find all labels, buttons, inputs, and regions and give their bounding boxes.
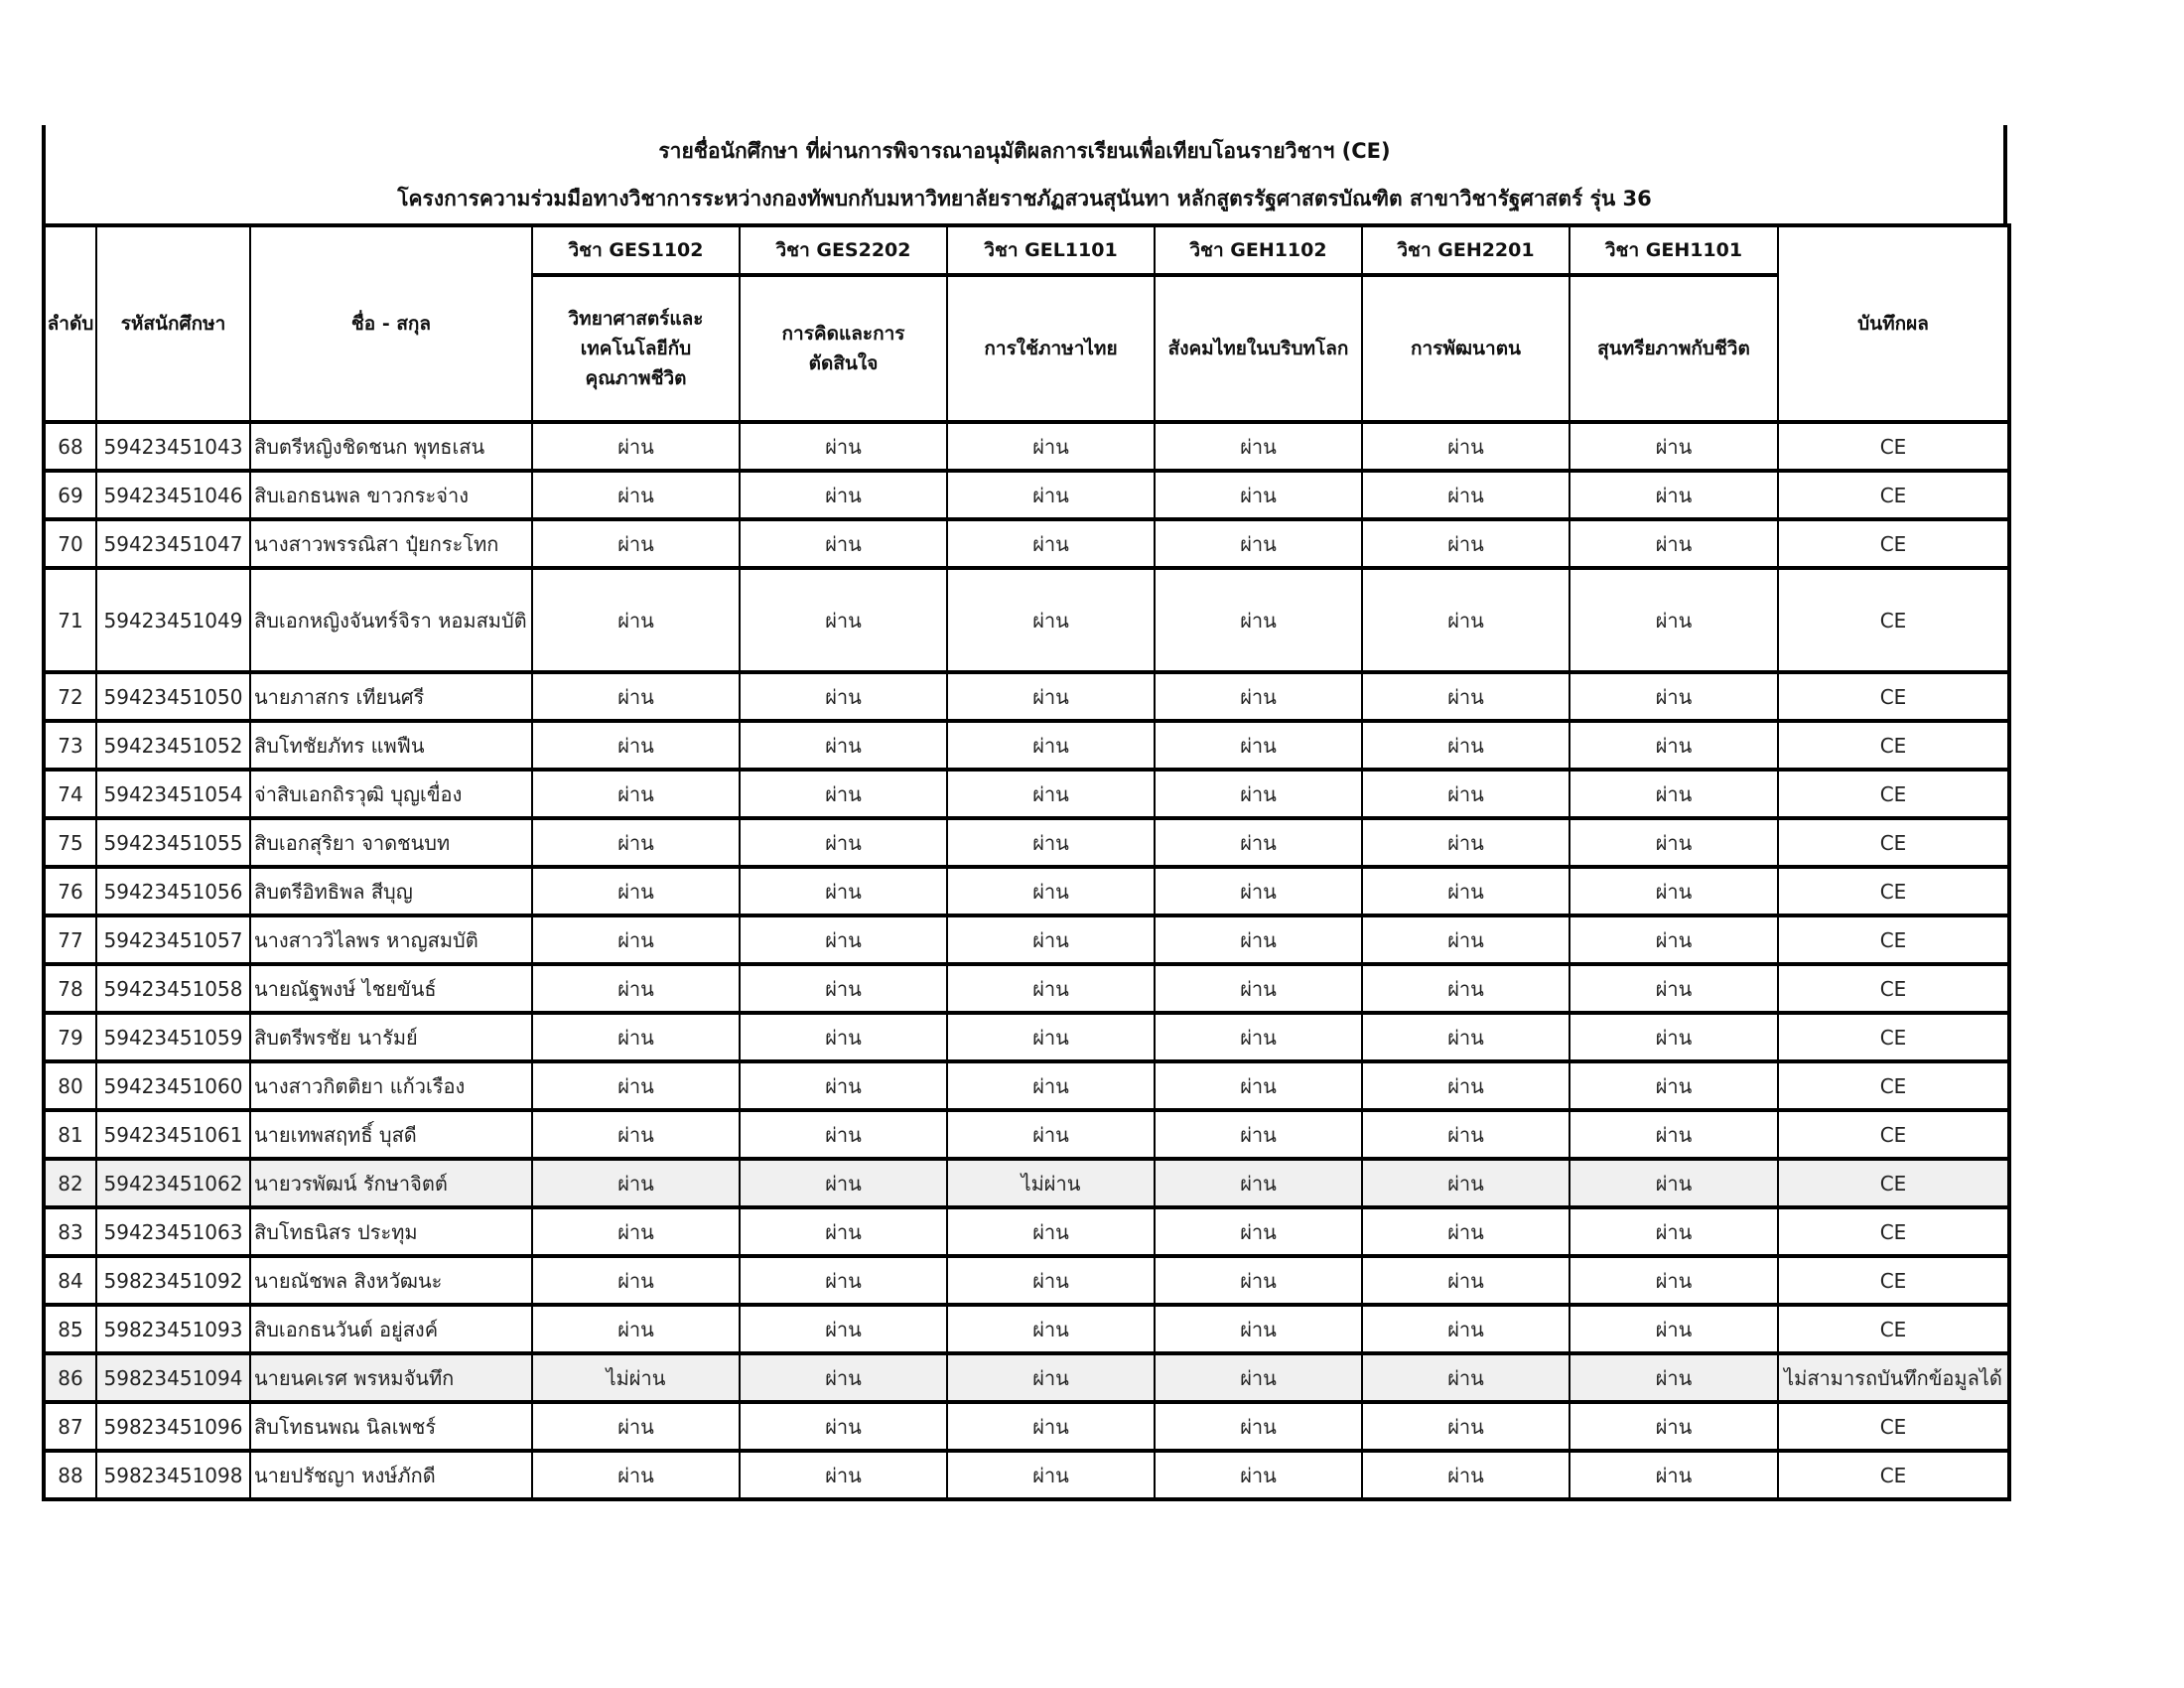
student-name: สิบโทธนิสร ประทุม: [250, 1207, 532, 1256]
student-id: 59423451062: [96, 1159, 250, 1207]
row-number: 76: [44, 867, 96, 915]
grade-cell: ผ่าน: [740, 818, 947, 867]
grade-cell: ผ่าน: [1155, 568, 1362, 672]
header-no: ลำดับ: [44, 225, 96, 422]
header-course-code: วิชา GES1102: [532, 225, 740, 275]
table-row: [44, 1110, 2009, 1159]
student-name: สิบเอกสุริยา จาดชนบท: [250, 818, 532, 867]
student-name: สิบเอกธนวันต์ อยู่สงค์: [250, 1305, 532, 1353]
grade-cell: ผ่าน: [1570, 721, 1778, 770]
table-row: [44, 1353, 2009, 1402]
table-row: [44, 915, 2009, 964]
table-row: [44, 519, 2009, 568]
grade-cell: ผ่าน: [1362, 1207, 1570, 1256]
grade-cell: ผ่าน: [532, 422, 740, 471]
student-id: 59823451092: [96, 1256, 250, 1305]
student-name: สิบโทธนพณ นิลเพชร์: [250, 1402, 532, 1451]
document-title: รายชื่อนักศึกษา ที่ผ่านการพิจารณาอนุมัติผลการเรียนเพื่อเทียบโอนรายวิชาฯ (CE): [658, 139, 1391, 163]
table-row: [44, 721, 2009, 770]
table-row: [44, 1013, 2009, 1061]
row-number: 86: [44, 1353, 96, 1402]
grade-cell: ผ่าน: [532, 1110, 740, 1159]
grade-cell: ผ่าน: [1362, 964, 1570, 1013]
result-cell: CE: [1778, 721, 2009, 770]
grade-cell: ผ่าน: [947, 519, 1155, 568]
grade-cell: ผ่าน: [1155, 1451, 1362, 1499]
grade-cell: ไม่ผ่าน: [532, 1353, 740, 1402]
result-cell: CE: [1778, 1305, 2009, 1353]
row-number: 79: [44, 1013, 96, 1061]
grade-cell: ผ่าน: [1362, 867, 1570, 915]
row-number: 87: [44, 1402, 96, 1451]
student-id: 59823451094: [96, 1353, 250, 1402]
student-id: 59423451055: [96, 818, 250, 867]
grade-cell: ผ่าน: [740, 672, 947, 721]
header-course-title: การใช้ภาษาไทย: [947, 275, 1155, 422]
student-id: 59423451059: [96, 1013, 250, 1061]
header-result: บันทึกผล: [1778, 225, 2009, 422]
result-cell: CE: [1778, 1256, 2009, 1305]
student-name: สิบโทชัยภัทร แพฟืน: [250, 721, 532, 770]
grade-cell: ผ่าน: [740, 1305, 947, 1353]
header-course-title: วิทยาศาสตร์และเทคโนโลยีกับคุณภาพชีวิต: [532, 275, 740, 422]
grade-cell: ไม่ผ่าน: [947, 1159, 1155, 1207]
result-cell: CE: [1778, 422, 2009, 471]
grade-cell: ผ่าน: [1570, 519, 1778, 568]
result-cell: CE: [1778, 1159, 2009, 1207]
grade-cell: ผ่าน: [1570, 1451, 1778, 1499]
student-id: 59423451047: [96, 519, 250, 568]
grade-cell: ผ่าน: [1570, 867, 1778, 915]
grade-cell: ผ่าน: [1155, 672, 1362, 721]
row-number: 70: [44, 519, 96, 568]
grade-cell: ผ่าน: [532, 672, 740, 721]
result-cell: CE: [1778, 1402, 2009, 1451]
student-id: 59423451046: [96, 471, 250, 519]
row-number: 69: [44, 471, 96, 519]
grade-cell: ผ่าน: [740, 1110, 947, 1159]
grade-cell: ผ่าน: [740, 1256, 947, 1305]
header-course-code: วิชา GEH1101: [1570, 225, 1778, 275]
grade-cell: ผ่าน: [1155, 818, 1362, 867]
grade-cell: ผ่าน: [1155, 1207, 1362, 1256]
grade-cell: ผ่าน: [947, 1353, 1155, 1402]
grade-cell: ผ่าน: [1362, 568, 1570, 672]
grade-cell: ผ่าน: [947, 867, 1155, 915]
student-id: 59823451096: [96, 1402, 250, 1451]
grade-cell: ผ่าน: [740, 1353, 947, 1402]
grade-cell: ผ่าน: [1155, 1061, 1362, 1110]
grade-cell: ผ่าน: [1570, 422, 1778, 471]
header-row-course-codes: [44, 225, 2009, 275]
header-student-id: รหัสนักศึกษา: [96, 225, 250, 422]
student-id: 59423451063: [96, 1207, 250, 1256]
grade-cell: ผ่าน: [532, 1207, 740, 1256]
student-name: สิบเอกหญิงจันทร์จิรา หอมสมบัติ: [250, 568, 532, 672]
table-row: [44, 471, 2009, 519]
row-number: 74: [44, 770, 96, 818]
student-name: นายปรัชญา หงษ์ภักดี: [250, 1451, 532, 1499]
header-course-title: การคิดและการตัดสินใจ: [740, 275, 947, 422]
table-row: [44, 1402, 2009, 1451]
grade-cell: ผ่าน: [1155, 1305, 1362, 1353]
row-number: 72: [44, 672, 96, 721]
grade-cell: ผ่าน: [947, 1402, 1155, 1451]
grade-cell: ผ่าน: [1362, 1402, 1570, 1451]
result-cell: CE: [1778, 1013, 2009, 1061]
result-cell: CE: [1778, 1110, 2009, 1159]
student-name: นายวรพัฒน์ รักษาจิตต์: [250, 1159, 532, 1207]
student-name: สิบตรีพรชัย นารัมย์: [250, 1013, 532, 1061]
grade-cell: ผ่าน: [1570, 1207, 1778, 1256]
student-id: 59823451093: [96, 1305, 250, 1353]
grade-cell: ผ่าน: [1570, 770, 1778, 818]
grade-cell: ผ่าน: [1362, 1305, 1570, 1353]
grade-cell: ผ่าน: [947, 1013, 1155, 1061]
grade-cell: ผ่าน: [1155, 1402, 1362, 1451]
student-id: 59423451058: [96, 964, 250, 1013]
student-id: 59423451057: [96, 915, 250, 964]
grade-cell: ผ่าน: [1570, 672, 1778, 721]
grade-cell: ผ่าน: [947, 422, 1155, 471]
result-cell: CE: [1778, 867, 2009, 915]
grade-cell: ผ่าน: [740, 519, 947, 568]
result-cell: CE: [1778, 915, 2009, 964]
grade-cell: ผ่าน: [740, 770, 947, 818]
grade-cell: ผ่าน: [1362, 1159, 1570, 1207]
student-id: 59423451049: [96, 568, 250, 672]
grade-cell: ผ่าน: [947, 1256, 1155, 1305]
student-name: นายภาสกร เทียนศรี: [250, 672, 532, 721]
grade-cell: ผ่าน: [740, 1061, 947, 1110]
grade-cell: ผ่าน: [1155, 867, 1362, 915]
grade-cell: ผ่าน: [532, 1402, 740, 1451]
grade-cell: ผ่าน: [1155, 964, 1362, 1013]
row-number: 84: [44, 1256, 96, 1305]
header-course-title: สุนทรียภาพกับชีวิต: [1570, 275, 1778, 422]
row-number: 68: [44, 422, 96, 471]
student-name: นางสาวกิตติยา แก้วเรือง: [250, 1061, 532, 1110]
grade-cell: ผ่าน: [532, 1061, 740, 1110]
row-number: 75: [44, 818, 96, 867]
grade-cell: ผ่าน: [947, 770, 1155, 818]
result-cell: ไม่สามารถบันทึกข้อมูลได้: [1778, 1353, 2009, 1402]
result-cell: CE: [1778, 1451, 2009, 1499]
student-id: 59423451052: [96, 721, 250, 770]
grade-cell: ผ่าน: [947, 1110, 1155, 1159]
header-name: ชื่อ - สกุล: [250, 225, 532, 422]
student-name: นายเทพสฤทธิ์ บุสดี: [250, 1110, 532, 1159]
row-number: 85: [44, 1305, 96, 1353]
grade-cell: ผ่าน: [532, 867, 740, 915]
grade-cell: ผ่าน: [1570, 1159, 1778, 1207]
student-id: 59423451060: [96, 1061, 250, 1110]
student-id: 59423451054: [96, 770, 250, 818]
grade-cell: ผ่าน: [1155, 915, 1362, 964]
grade-cell: ผ่าน: [1362, 721, 1570, 770]
grade-cell: ผ่าน: [1570, 1402, 1778, 1451]
grade-cell: ผ่าน: [947, 471, 1155, 519]
row-number: 71: [44, 568, 96, 672]
grade-cell: ผ่าน: [1155, 721, 1362, 770]
table-row: [44, 672, 2009, 721]
table-row: [44, 422, 2009, 471]
grade-cell: ผ่าน: [740, 1159, 947, 1207]
document-subtitle: โครงการความร่วมมือทางวิชาการระหว่างกองทัพบกกับมหาวิทยาลัยราชภัฏสวนสุนันทา หลักสูตรรัฐศาสตรบัณฑิต สาขาวิชารัฐศาสตร์ รุ่น 36: [397, 187, 1652, 211]
table-row: [44, 867, 2009, 915]
student-id: 59423451056: [96, 867, 250, 915]
grade-cell: ผ่าน: [947, 568, 1155, 672]
document-sheet: [42, 125, 2007, 1501]
row-number: 77: [44, 915, 96, 964]
result-cell: CE: [1778, 770, 2009, 818]
title-block: [42, 125, 2007, 223]
row-number: 88: [44, 1451, 96, 1499]
grade-cell: ผ่าน: [532, 519, 740, 568]
grade-cell: ผ่าน: [1155, 770, 1362, 818]
student-id: 59423451061: [96, 1110, 250, 1159]
grade-cell: ผ่าน: [1362, 1451, 1570, 1499]
grade-cell: ผ่าน: [947, 672, 1155, 721]
result-cell: CE: [1778, 672, 2009, 721]
row-number: 80: [44, 1061, 96, 1110]
grade-cell: ผ่าน: [532, 1256, 740, 1305]
row-number: 83: [44, 1207, 96, 1256]
grade-cell: ผ่าน: [947, 1451, 1155, 1499]
grade-cell: ผ่าน: [1155, 519, 1362, 568]
grade-cell: ผ่าน: [1570, 818, 1778, 867]
student-name: จ่าสิบเอกถิรวุฒิ บุญเขื่อง: [250, 770, 532, 818]
result-cell: CE: [1778, 1061, 2009, 1110]
grade-cell: ผ่าน: [532, 568, 740, 672]
grade-cell: ผ่าน: [947, 1207, 1155, 1256]
grade-cell: ผ่าน: [1362, 1061, 1570, 1110]
grade-cell: ผ่าน: [947, 818, 1155, 867]
grade-cell: ผ่าน: [740, 568, 947, 672]
grade-cell: ผ่าน: [1362, 471, 1570, 519]
grade-cell: ผ่าน: [740, 422, 947, 471]
grade-cell: ผ่าน: [740, 1402, 947, 1451]
student-id: 59823451098: [96, 1451, 250, 1499]
student-name: สิบตรีหญิงชิดชนก พุทธเสน: [250, 422, 532, 471]
header-course-code: วิชา GES2202: [740, 225, 947, 275]
result-cell: CE: [1778, 519, 2009, 568]
grade-cell: ผ่าน: [947, 915, 1155, 964]
table-row: [44, 1451, 2009, 1499]
grade-cell: ผ่าน: [1362, 1013, 1570, 1061]
grade-cell: ผ่าน: [1155, 1353, 1362, 1402]
header-course-code: วิชา GEH2201: [1362, 225, 1570, 275]
grade-cell: ผ่าน: [1362, 672, 1570, 721]
grade-cell: ผ่าน: [1570, 964, 1778, 1013]
grade-cell: ผ่าน: [740, 1451, 947, 1499]
grade-cell: ผ่าน: [1155, 1256, 1362, 1305]
student-results-table: [42, 223, 2011, 1501]
grade-cell: ผ่าน: [947, 1061, 1155, 1110]
grade-cell: ผ่าน: [1362, 1110, 1570, 1159]
grade-cell: ผ่าน: [1155, 471, 1362, 519]
table-row: [44, 770, 2009, 818]
row-number: 82: [44, 1159, 96, 1207]
grade-cell: ผ่าน: [1155, 1159, 1362, 1207]
table-row: [44, 568, 2009, 672]
row-number: 81: [44, 1110, 96, 1159]
grade-cell: ผ่าน: [740, 721, 947, 770]
header-course-code: วิชา GEL1101: [947, 225, 1155, 275]
grade-cell: ผ่าน: [1155, 1110, 1362, 1159]
table-row: [44, 1061, 2009, 1110]
grade-cell: ผ่าน: [1570, 1305, 1778, 1353]
student-name: นายนคเรศ พรหมจันทึก: [250, 1353, 532, 1402]
student-name: นางสาวพรรณิสา ปุ๋ยกระโทก: [250, 519, 532, 568]
grade-cell: ผ่าน: [740, 471, 947, 519]
student-name: สิบเอกธนพล ขาวกระจ่าง: [250, 471, 532, 519]
student-name: นายณัฐพงษ์ ไชยขันธ์: [250, 964, 532, 1013]
grade-cell: ผ่าน: [740, 867, 947, 915]
grade-cell: ผ่าน: [532, 770, 740, 818]
grade-cell: ผ่าน: [1570, 915, 1778, 964]
grade-cell: ผ่าน: [1362, 818, 1570, 867]
grade-cell: ผ่าน: [532, 1013, 740, 1061]
result-cell: CE: [1778, 818, 2009, 867]
student-name: นางสาววิไลพร หาญสมบัติ: [250, 915, 532, 964]
grade-cell: ผ่าน: [740, 1207, 947, 1256]
grade-cell: ผ่าน: [1362, 1353, 1570, 1402]
grade-cell: ผ่าน: [1362, 1256, 1570, 1305]
result-cell: CE: [1778, 568, 2009, 672]
grade-cell: ผ่าน: [1362, 519, 1570, 568]
grade-cell: ผ่าน: [1570, 1013, 1778, 1061]
grade-cell: ผ่าน: [1570, 1061, 1778, 1110]
grade-cell: ผ่าน: [532, 964, 740, 1013]
header-course-title: การพัฒนาตน: [1362, 275, 1570, 422]
grade-cell: ผ่าน: [1155, 422, 1362, 471]
table-row: [44, 964, 2009, 1013]
student-id: 59423451050: [96, 672, 250, 721]
grade-cell: ผ่าน: [1570, 471, 1778, 519]
grade-cell: ผ่าน: [740, 915, 947, 964]
grade-cell: ผ่าน: [1362, 770, 1570, 818]
row-number: 78: [44, 964, 96, 1013]
grade-cell: ผ่าน: [1570, 1256, 1778, 1305]
grade-cell: ผ่าน: [1155, 1013, 1362, 1061]
table-row: [44, 1305, 2009, 1353]
table-body: [44, 422, 2009, 1499]
result-cell: CE: [1778, 964, 2009, 1013]
grade-cell: ผ่าน: [740, 964, 947, 1013]
grade-cell: ผ่าน: [532, 1451, 740, 1499]
grade-cell: ผ่าน: [1362, 422, 1570, 471]
grade-cell: ผ่าน: [532, 721, 740, 770]
table-row: [44, 1256, 2009, 1305]
header-course-code: วิชา GEH1102: [1155, 225, 1362, 275]
grade-cell: ผ่าน: [740, 1013, 947, 1061]
row-number: 73: [44, 721, 96, 770]
grade-cell: ผ่าน: [947, 964, 1155, 1013]
header-course-title: สังคมไทยในบริบทโลก: [1155, 275, 1362, 422]
table-row: [44, 818, 2009, 867]
grade-cell: ผ่าน: [1570, 568, 1778, 672]
grade-cell: ผ่าน: [532, 1159, 740, 1207]
grade-cell: ผ่าน: [1570, 1353, 1778, 1402]
grade-cell: ผ่าน: [532, 1305, 740, 1353]
grade-cell: ผ่าน: [947, 721, 1155, 770]
table-row: [44, 1207, 2009, 1256]
grade-cell: ผ่าน: [532, 915, 740, 964]
grade-cell: ผ่าน: [947, 1305, 1155, 1353]
table-row: [44, 1159, 2009, 1207]
grade-cell: ผ่าน: [1362, 915, 1570, 964]
student-name: สิบตรีอิทธิพล สีบุญ: [250, 867, 532, 915]
grade-cell: ผ่าน: [1570, 1110, 1778, 1159]
result-cell: CE: [1778, 1207, 2009, 1256]
grade-cell: ผ่าน: [532, 818, 740, 867]
student-name: นายณัชพล สิงหวัฒนะ: [250, 1256, 532, 1305]
grade-cell: ผ่าน: [532, 471, 740, 519]
student-id: 59423451043: [96, 422, 250, 471]
result-cell: CE: [1778, 471, 2009, 519]
